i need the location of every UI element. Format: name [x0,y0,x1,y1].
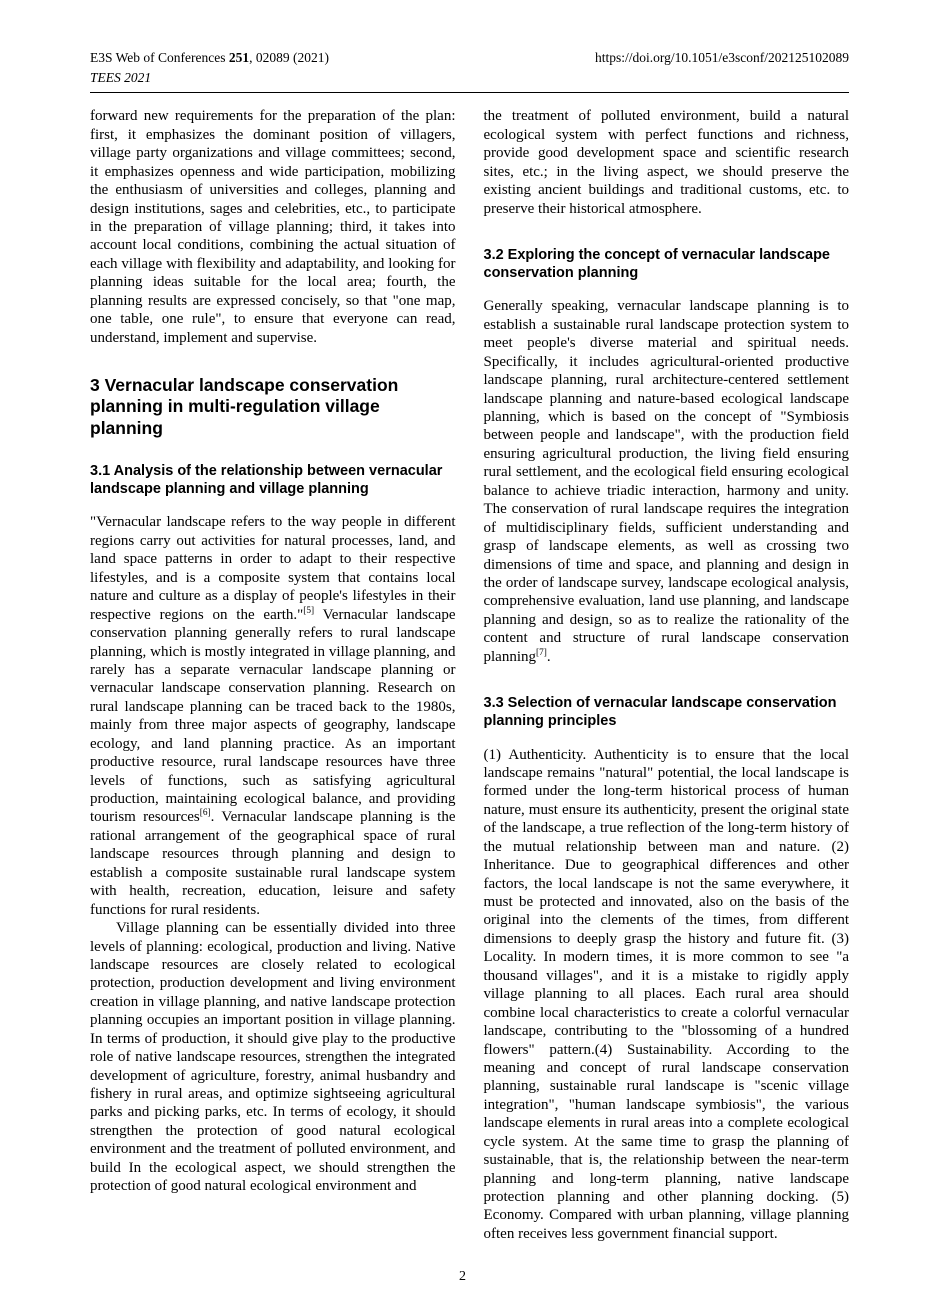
paragraph-text-segment: . [546,648,551,665]
left-column [90,107,456,1243]
section-3-heading: 3 Vernacular landscape conservation planning in multi-regulation village planning [90,375,399,438]
doi-link[interactable]: https://doi.org/10.1051/e3sconf/202125102089 [595,50,849,65]
section-3-2-heading: 3.2 Exploring the concept of vernacular landscape conservation planning [483,247,830,281]
right-column [484,107,850,1243]
page-header [90,50,849,93]
two-column-layout [90,107,849,1243]
paragraph-text-segment: "Vernacular landscape refers to the way people in different regions carry out activities for natural processes, land, and land space patterns in order to adapt to their respective lifestyles, and is a composite system that contains local nature and culture as a display of people's lifestyles in their respective regions on the earth." [90,514,456,623]
paragraph-principles: (1) Authenticity. Authenticity is to ensure that the local landscape remains "natural" potential, the local landscape is formed under the long-term historical process of human nature, must ensure its authenticity, present the original state of the landscape, a true reflection of the long-term history of the mutual relationship between man and nature. (2) Inheritance. Due to geographical differences and other factors, the local landscape is not the same everywhere, it must be protected and innovated, also on the basis of the original into the clements of the times, from different dimensions to deeply grasp the history and future fit. (3) Locality. In modern times, it is more common to see "a thousand villages", and it is a mistake to rigidly apply village planning to all places. Each rural area should combine local characteristics to create a colorful vernacular landscape, contributing to the "blossoming of a hundred flowers" pattern.(4) Sustainability. According to the meaning and concept of rural landscape conservation planning, sustainable rural landscape is "scenic village integration", "human landscape symbiosis", the various landscape elements in rural areas into a complete ecological cycle system. At the same time to grasp the planning of sustainable, that is, the relationship between the near-term planning and long-term planning, native landscape protection planning and other planning docking. (5) Economy. Compared with urban planning, village planning often receives less government financial support. [483,746,849,1242]
paragraph-vernacular-definition [90,513,456,919]
paragraph-text-segment: . Vernacular landscape planning is the rational arrangement of the geographical space of rural landscape resources through planning and design to establish a composite sustainable rural landscape system with health, recreation, education, leisure and safety functions for rural residents. [90,809,456,918]
conference-name: TEES 2021 [90,70,152,86]
paragraph-text-segment: Vernacular landscape conservation planning generally refers to rural landscape planning, which is mostly integrated in village planning, and rarely has a separate vernacular landscape planning or vernacular landscape conservation planning. Research on rural landscape planning can be traced back to the 1980s, mainly from three major aspects of geography, landscape ecology, and land planning practice. As an important productive resource, rural landscape resources have three levels of functions, such as satisfying agricultural production, maintaining ecological balance, and providing tourism resources [90,606,456,826]
journal-issue-year: , 02089 (2021) [249,50,330,65]
paragraph-village-planning-levels: Village planning can be essentially divided into three levels of planning: ecological, production and living. Native landscape resources are closely related to ecological protection, production development and living environment creation in village planning, and native landscape protection planning occupies an important position in village planning. In terms of production, it should give play to the productive role of native landscape resources, strengthen the integrated development of agriculture, forestry, animal husbandry and fishery in rural areas, and optimize sightseeing agricultural parks and picking parks, etc. In terms of ecology, it should strengthen the protection of good natural ecological environment and the treatment of polluted environment, and build In the ecological aspect, we should strengthen the protection of good natural ecological environment and [90,920,456,1195]
citation-ref-7: [7] [536,647,547,658]
header-divider [90,92,849,93]
journal-citation [90,50,329,66]
citation-ref-5: [5] [303,605,315,616]
page-number: 2 [459,1269,466,1284]
citation-ref-6: [6] [199,808,211,819]
paragraph-environment-treatment: the treatment of polluted environment, build a natural ecological system with perfect functions and richness, provide good development space and scientific research sites, etc.; in the living aspect, we should preserve the existing ancient buildings and traditional customs, etc. to preserve their historical atmosphere. [483,108,849,217]
journal-volume: 251 [228,50,250,65]
paragraph-plan-requirements: forward new requirements for the preparation of the plan: first, it emphasizes the dominant position of villagers, village party organizations and village committees; second, it emphasizes openness and wide participation, mobilizing the enthusiasm of universities and colleges, planning and design institutions, sages and celebrities, etc., to participate in the preparation of village planning; third, it takes into account local conditions, combining the actual situation of each village with flexibility and adaptability, and looking for planning ideas suitable for the local area; fourth, the planning results are expressed concisely, so that "one map, one table, one rule", to ensure that everyone can read, understand, implement and supervise. [90,108,456,346]
section-3-3-heading: 3.3 Selection of vernacular landscape conservation planning principles [483,695,837,729]
paragraph-concept-exploration [484,297,850,666]
section-3-1-heading: 3.1 Analysis of the relationship between vernacular landscape planning and village planning [90,463,443,497]
header-row [90,50,849,66]
journal-name: E3S Web of Conferences [90,50,229,65]
page-footer [0,1269,925,1285]
paragraph-text-segment: Generally speaking, vernacular landscape planning is to establish a sustainable rural landscape protection system to meet people's diverse material and spiritual needs. Specifically, it includes agricultural-oriented productive landscape planning, rural architecture-centered settlement landscape planning and nature-based ecological landscape planning, which is based on the concept of "Symbiosis between people and landscape", with the production field ensuring agricultural production, the living field ensuring rural settlement, and the ecological field ensuring ecological balance to achieve triadic interaction, harmony and unity. The conservation of rural landscape requires the integration of multidisciplinary fields, sufficient understanding and grasp of landscape elements, as well as crossing two dimensions of time and space, and planning and design in the order of landscape survey, landscape ecological analysis, comprehensive evaluation, land use planning, and landscape planning and design, so as to realize the rationality of the content and structure of rural landscape conservation planning [483,298,849,665]
